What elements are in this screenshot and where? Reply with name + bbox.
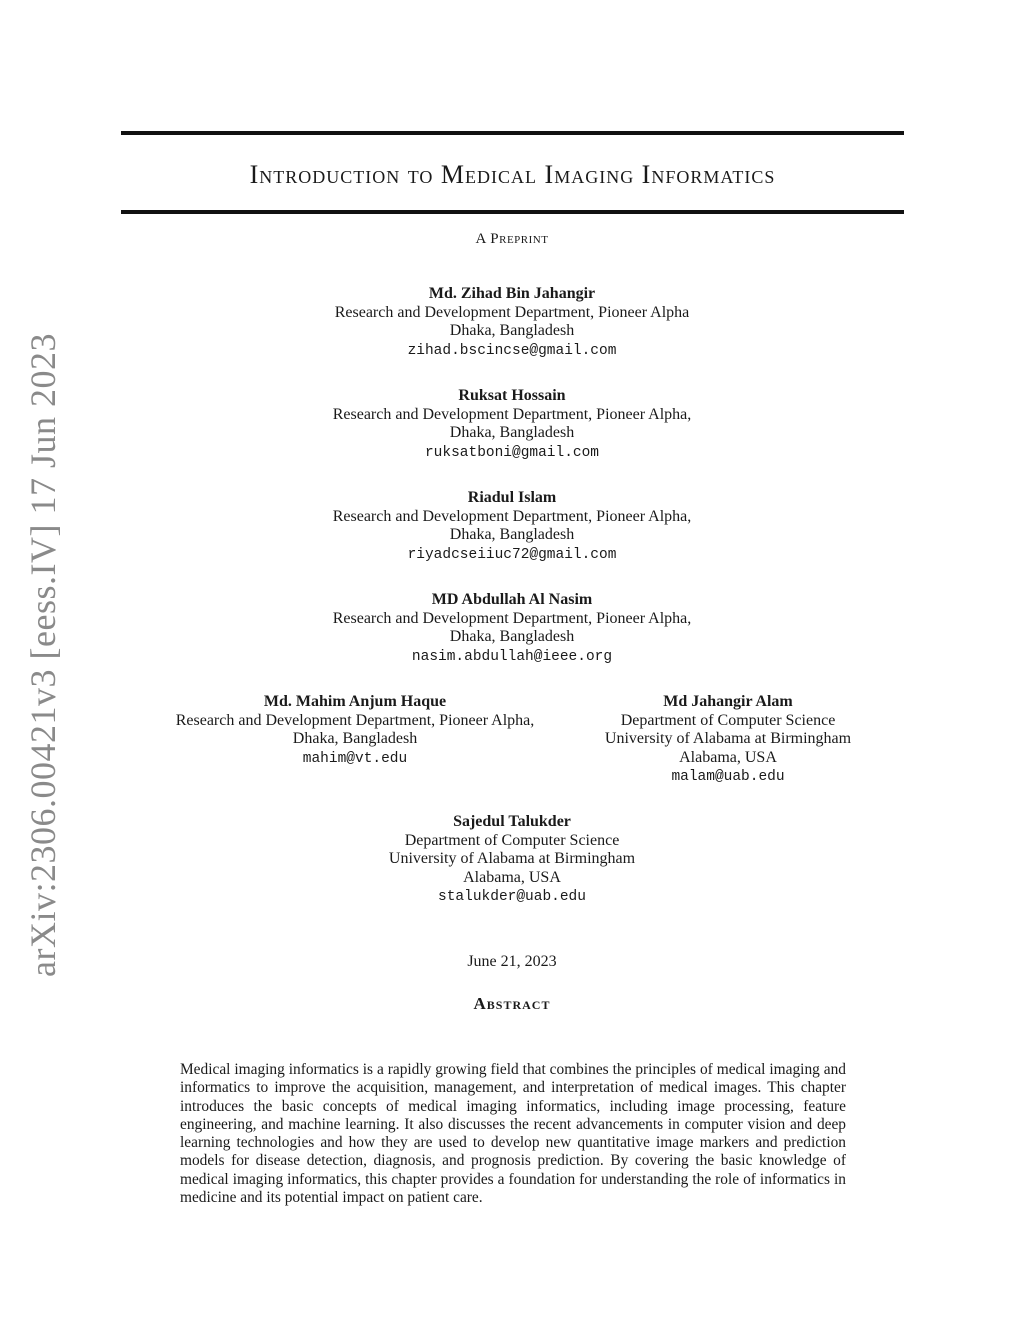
author-department: Department of Computer Science [404, 831, 620, 849]
title-rule-bottom [121, 210, 904, 214]
abstract-heading: Abstract [473, 994, 551, 1013]
author-location: Dhaka, Bangladesh [449, 526, 575, 543]
author-location: Dhaka, Bangladesh [449, 322, 575, 339]
author-email[interactable]: nasim.abdullah@ieee.org [411, 648, 613, 665]
author-email[interactable]: riyadcseiiuc72@gmail.com [407, 546, 617, 563]
author-location: Dhaka, Bangladesh [449, 424, 575, 441]
author-email[interactable]: malam@uab.edu [671, 769, 785, 785]
author-location: Dhaka, Bangladesh [292, 730, 418, 747]
author-name: Riadul Islam [467, 489, 557, 506]
author-name: MD Abdullah Al Nasim [431, 591, 593, 608]
publication-date: June 21, 2023 [467, 953, 557, 970]
author-location: Dhaka, Bangladesh [449, 628, 575, 645]
author-name: Ruksat Hossain [458, 387, 566, 404]
author-affiliation: Research and Development Department, Pioneer Alpha, [332, 609, 692, 627]
preprint-label: A Preprint [475, 231, 549, 247]
author-affiliation: University of Alabama at Birmingham [388, 850, 636, 867]
author-affiliation: Research and Development Department, Pioneer Alpha, [332, 507, 692, 525]
author-name: Md Jahangir Alam [663, 693, 793, 710]
author-location: Alabama, USA [463, 868, 561, 886]
author-block [262, 489, 762, 564]
author-email[interactable]: ruksatboni@gmail.com [424, 444, 600, 461]
author-department: Department of Computer Science [620, 711, 836, 729]
title-rule-top [121, 131, 904, 135]
author-block [262, 285, 762, 360]
abstract-text: Medical imaging informatics is a rapidly growing field that combines the principles of medical imaging and informatics to improve the acquisition, management, and interpretation of medical images. This chapter introduces the basic concepts of medical imaging informatics, including image processing, feature engineering, and machine learning. It also discusses the recent advancements in computer vision and deep learning technologies and how they are used to develop new quantitative image markers and prediction models for disease detection, diagnosis, and prognosis prediction. By covering the basic knowledge of medical imaging informatics, this chapter provides a foundation for understanding the role of informatics in medicine and its potential impact on patient care. [180, 1061, 846, 1207]
author-block [578, 693, 878, 787]
author-email[interactable]: mahim@vt.edu [302, 750, 408, 767]
author-email[interactable]: stalukder@uab.edu [438, 889, 586, 905]
author-name: Md. Zihad Bin Jahangir [428, 285, 596, 302]
author-block [262, 591, 762, 666]
author-name: Md. Mahim Anjum Haque [263, 693, 447, 710]
author-name: Sajedul Talukder [453, 813, 571, 830]
author-affiliation: Research and Development Department, Pioneer Alpha, [175, 711, 535, 729]
arxiv-identifier-stamp: arXiv:2306.00421v3 [eess.IV] 17 Jun 2023 [23, 333, 63, 977]
author-affiliation: University of Alabama at Birmingham [604, 730, 852, 747]
author-location: Alabama, USA [679, 748, 777, 766]
author-affiliation: Research and Development Department, Pioneer Alpha [334, 303, 690, 321]
paper-title: Introduction to Medical Imaging Informatics [249, 160, 776, 189]
author-block [312, 813, 712, 907]
author-block [262, 387, 762, 462]
author-block [150, 693, 560, 768]
author-affiliation: Research and Development Department, Pioneer Alpha, [332, 405, 692, 423]
author-email[interactable]: zihad.bscincse@gmail.com [407, 342, 617, 359]
